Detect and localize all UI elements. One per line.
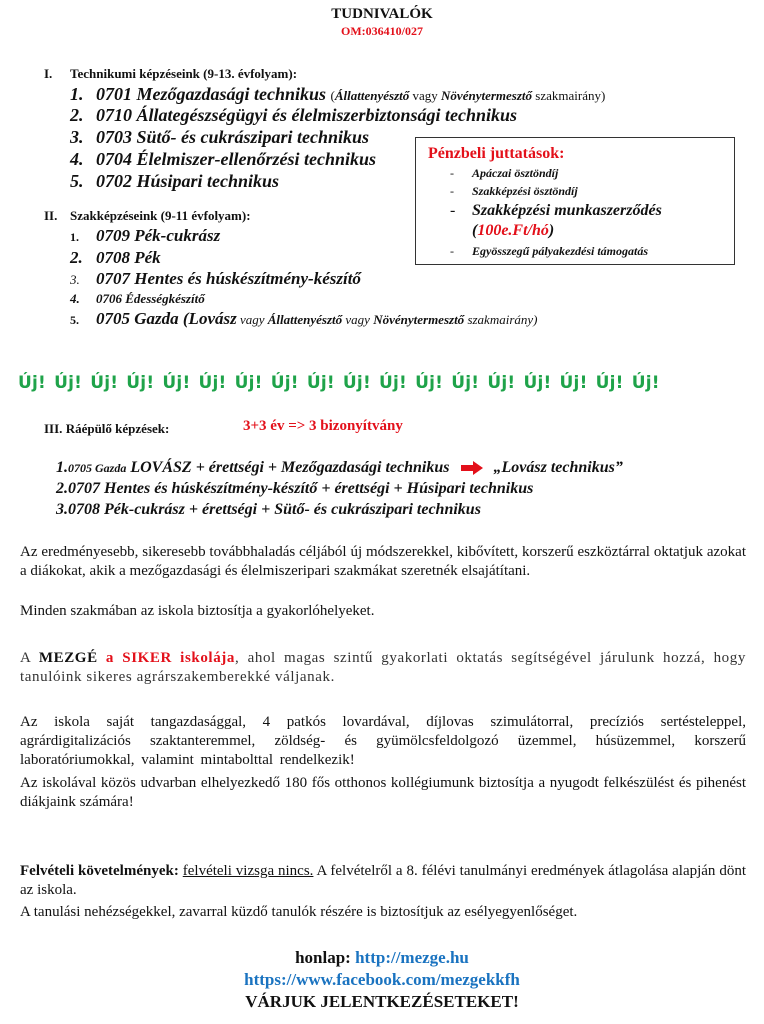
section-2-heading <box>44 208 251 224</box>
list-item: 3.0708 Pék-cukrász + érettségi + Sütő- és cukrászipari technikus <box>56 501 481 518</box>
list-item: 2.0707 Hentes és húskészítmény-készítő + érettségi + Húsipari technikus <box>56 480 534 497</box>
benefit-amount: (100e.Ft/hó) <box>472 222 555 239</box>
list-item: 3. 0703 Sütő- és cukrászipari technikus <box>70 127 370 147</box>
section-title: Ráépülő képzések: <box>65 421 170 436</box>
section-number: I. <box>44 66 53 81</box>
list-item: 3. 0707 Hentes és húskészítmény-készítő <box>70 269 361 288</box>
list-item: 1. 0701 Mezőgazdasági technikus (Állattenyésztő vagy Növénytermesztő szakmairány) <box>70 84 606 104</box>
intro-paragraph-2: Minden szakmában az iskola biztosítja a gyakorlóhelyeket. <box>20 603 375 619</box>
benefit-item: - Egyösszegű pályakezdési támogatás <box>450 244 648 258</box>
facebook-link[interactable]: https://www.facebook.com/mezgekkfh <box>244 970 520 989</box>
success-paragraph: A MEZGÉ a SIKER iskolája, ahol magas szintű gyakorlati oktatás segítségével járulunk hozzá, hogy tanulóink sikeres agrárszakemberekké váljanak. <box>20 650 746 685</box>
new-banner: Új! Új! Új! Új! Új! Új! Új! Új! Új! Új! Új! Új! Új! Új! Új! Új! Új! Új! <box>18 373 660 393</box>
list-item: 1. 0709 Pék-cukrász <box>70 226 221 245</box>
section-title: Technikumi képzéseink (9-13. évfolyam): <box>70 66 298 81</box>
list-item: 2. 0708 Pék <box>70 248 161 267</box>
list-item: 4. 0704 Élelmiszer-ellenőrzési technikus <box>70 149 377 169</box>
homepage-link[interactable]: http://mezge.hu <box>355 948 469 967</box>
list-item: 5. 0705 Gazda (Lovász vagy Állattenyésztő vagy Növénytermesztő szakmairány) <box>70 309 538 328</box>
list-item: 5. 0702 Húsipari technikus <box>70 171 280 191</box>
facilities-paragraph: Az iskola saját tangazdasággal, 4 patkós lovardával, díjlovas szimulátorral, precíziós sertésteleppel, agrárdigitalizációs szaktanteremmel, zöldség- és gyümölcsfeldolgozó üzemmel, húsüzemmel, korszerű laboratóriumokkal, valamint mintabolttal rendelkezik! <box>20 714 746 768</box>
homepage-label: honlap: <box>295 948 356 967</box>
section-number: II. <box>44 208 58 223</box>
equal-opportunity-paragraph: A tanulási nehézségekkel, zavarral küzdő tanulók részére is biztosítjuk az esélyegyenlőséget. <box>20 904 578 920</box>
section-3-tagline: 3+3 év => 3 bizonyítvány <box>243 418 403 434</box>
benefit-item: - Szakképzési ösztöndíj <box>450 184 578 198</box>
list-item: 2. 0710 Állategészségügyi és élelmiszerbiztonsági technikus <box>70 105 518 125</box>
benefit-item: - Apáczai ösztöndíj <box>450 166 559 180</box>
admission-label: Felvételi követelmények: <box>20 863 179 879</box>
section-3-heading <box>44 421 169 437</box>
document-title: TUDNIVALÓK <box>331 6 433 22</box>
section-1-heading <box>44 66 297 82</box>
om-identifier: OM:036410/027 <box>341 24 423 38</box>
dormitory-paragraph: Az iskolával közös udvarban elhelyezkedő 180 fős otthonos kollégiumunk biztosítja a nyugodt felkészülést és pihenést diákjaink számára! <box>20 775 746 810</box>
homepage-line <box>0 948 764 968</box>
benefit-item: - Szakképzési munkaszerződés <box>450 202 662 219</box>
benefits-box <box>415 137 735 265</box>
call-to-action: VÁRJUK JELENTKEZÉSETEKET! <box>245 992 519 1011</box>
intro-paragraph: Az eredményesebb, sikeresebb továbbhaladás céljából új módszerekkel, kibővített, korszerű eszköztárral oktatjuk azokat a diákokat, akik a mezőgazdasági és élelmiszeripari szakmákat szeretnék elsajátítani. <box>20 544 746 579</box>
no-exam-note: felvételi vizsga nincs. <box>182 863 314 879</box>
admission-paragraph: Felvételi követelmények: felvételi vizsga nincs. A felvételről a 8. félévi tanulmányi eredmények átlagolása alapján dönt az iskola. <box>20 863 746 898</box>
right-arrow-icon <box>461 461 483 475</box>
list-item: 4. 0706 Édességkészítő <box>70 291 205 306</box>
section-number: III. <box>44 421 63 436</box>
benefits-title: Pénzbeli juttatások: <box>428 145 565 162</box>
section-title: Szakképzéseink (9-11 évfolyam): <box>70 208 251 223</box>
list-item: 1.0705 Gazda LOVÁSZ + érettségi + Mezőgazdasági technikus „Lovász technikus” <box>56 459 623 476</box>
